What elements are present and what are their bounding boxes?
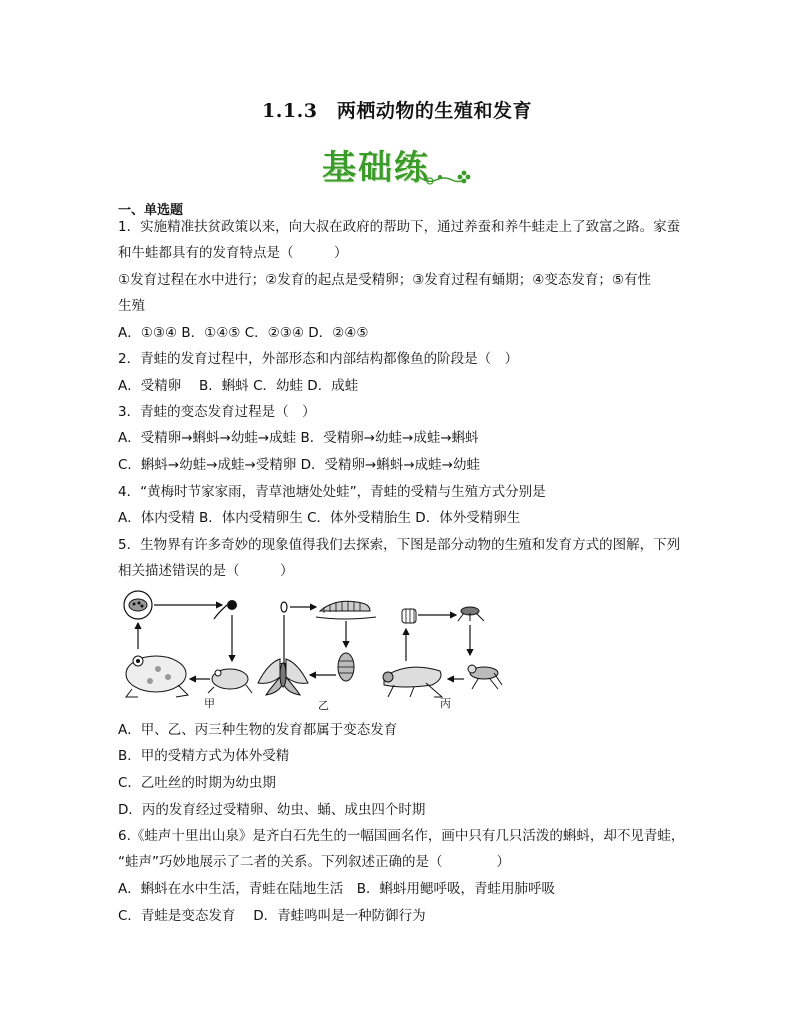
tadpole-icon [214, 600, 237, 619]
section-heading: 一、单选题 [118, 203, 184, 218]
figure-label-yi: 乙 [318, 699, 329, 712]
vine-decoration-icon [318, 136, 478, 192]
q4-options: A．体内受精 B．体内受精卵生 C．体外受精胎生 D．体外受精卵生 [118, 510, 521, 526]
q1-stem: 1．实施精准扶贫政策以来，向大叔在政府的帮助下，通过养蚕和养牛蛙走上了致富之路。家蚕 [118, 219, 681, 235]
adult-grasshopper-icon [383, 667, 442, 697]
q6-stem-cont: “蛙声”巧妙地展示了二者的关系。下列叙述正确的是（ ） [118, 854, 510, 870]
q2-options: A．受精卵 B．蝌蚪 C．幼蛙 D．成蛙 [118, 378, 359, 394]
grasshopper-nymph-small-icon [458, 607, 484, 621]
silkworm-pupa-icon [338, 653, 354, 681]
frog-egg-icon [124, 591, 152, 619]
q4-stem: 4．“黄梅时节家家雨，青草池塘处处蛙”，青蛙的受精与生殖方式分别是 [118, 484, 546, 500]
silkworm-larva-icon [316, 601, 376, 619]
young-frog-icon [208, 669, 252, 693]
q3-stem: 3．青蛙的变态发育过程是（ ） [118, 404, 316, 420]
q1-statements: ①发育过程在水中进行；②发育的起点是受精卵；③发育过程有蛹期；④变态发育；⑤有性 [118, 272, 652, 288]
q5-option-c: C．乙吐丝的时期为幼虫期 [118, 775, 276, 791]
banner-logo [318, 136, 478, 192]
figure-label-jia: 甲 [204, 697, 215, 710]
q1-statements-cont: 生殖 [118, 298, 145, 314]
grasshopper-egg-icon [402, 609, 416, 623]
grasshopper-nymph-large-icon [468, 665, 502, 689]
q3-options-cd: C．蝌蚪→幼蛙→成蛙→受精卵 D．受精卵→蝌蚪→成蛙→幼蛙 [118, 457, 480, 473]
q5-stem: 5．生物界有许多奇妙的现象值得我们去探索，下图是部分动物的生殖和发育方式的图解，下列 [118, 537, 681, 553]
silkworm-egg-icon [281, 602, 287, 612]
life-cycle-figure [118, 589, 508, 715]
q6-stem: 6.《蛙声十里出山泉》是齐白石先生的一幅国画名作，画中只有几只活泼的蝌蚪，却不见青蛙， [118, 828, 685, 844]
q1-options: A．①③④ B．①④⑤ C．②③④ D．②④⑤ [118, 325, 369, 341]
silkmoth-icon [258, 659, 308, 695]
banner-text: 基础练 [322, 148, 430, 188]
q1-stem-cont: 和牛蛙都具有的发育特点是（ ） [118, 245, 348, 261]
q6-options-cd: C．青蛙是变态发育 D．青蛙鸣叫是一种防御行为 [118, 908, 426, 924]
q5-option-d: D．丙的发育经过受精卵、幼虫、蛹、成虫四个时期 [118, 802, 426, 818]
q5-option-a: A．甲、乙、丙三种生物的发育都属于变态发育 [118, 722, 398, 738]
adult-frog-icon [126, 656, 188, 697]
q3-options-ab: A．受精卵→蝌蚪→幼蛙→成蛙 B．受精卵→幼蛙→成蛙→蝌蚪 [118, 430, 479, 446]
q2-stem: 2．青蛙的发育过程中，外部形态和内部结构都像鱼的阶段是（ ） [118, 351, 519, 367]
page-title: 1.1.3 两栖动物的生殖和发育 [262, 100, 532, 122]
q5-stem-cont: 相关描述错误的是（ ） [118, 563, 294, 579]
figure-label-bing: 丙 [440, 697, 451, 710]
q6-options-ab: A．蝌蚪在水中生活，青蛙在陆地生活 B．蝌蚪用鳃呼吸，青蛙用肺呼吸 [118, 881, 555, 897]
q5-option-b: B．甲的受精方式为体外受精 [118, 748, 290, 764]
